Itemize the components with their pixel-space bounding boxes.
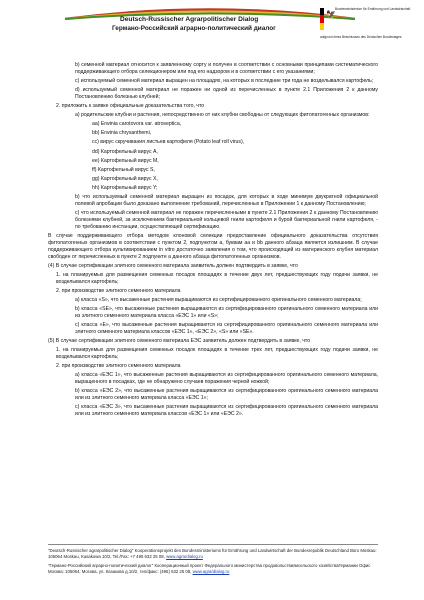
paragraph: c) класса «E», что высаженные растения выращиваются из сертифицированного оригинального семенного материала или элитного семенного материала классов «ЕЭС 1», «ЕЭС 2», «S» или «SE». xyxy=(75,322,378,335)
german-flag-icon xyxy=(320,8,324,30)
footer-de-text: "Deutsch-Russischer agrarpolitischer Dialog" Kooperationsprojekt des Bundesministeriums für Ernährung und Landwirtschaft der Bundesrepublik Deutschland Büro Moskau: 105064 Moskau, Kasakowa 10/2, Tel./Fax: +7 495 632 25 08, xyxy=(48,548,377,559)
paragraph: b) класса «ЕЭС 2», что высаженные растения выращиваются из сертифицированного оригинального семенного материала или из элитного семенного материала класса «ЕЭС 1»; xyxy=(75,388,378,402)
footer-de-link[interactable]: www.agrardialog.ru xyxy=(166,553,203,559)
paragraph: b) что используемый семенной материал выращен из посадок, для которых в ходе минимум двукратной официальной полевой апробации было доказано выполнение требований, перечисленных в Приложении 1 к данному Постановлению; xyxy=(75,194,378,207)
paragraph: 2. приложить к заявке официальные доказательства того, что xyxy=(56,103,205,110)
footer-ru xyxy=(48,563,378,574)
header-title-ru: Германо-Российский аграрно-политический диалог xyxy=(112,25,276,32)
paragraph: (4) В случае сертификации элитного семенного материала заявитель должен подтвердить в заявке, что xyxy=(48,262,298,269)
header-title-de: Deutsch-Russischer Agrarpolitischer Dialog xyxy=(120,16,259,23)
paragraph: b) семенной материал относится к заявленному сорту и получен в соответствии с основными принципами систематического поддерживающего отбора селекционером или под его надзором и в соответствии с его указаниями; xyxy=(75,62,378,75)
ministry-name: Bundesministerium für Ernährung und Landwirtschaft xyxy=(335,7,411,11)
paragraph: bb) Erwinia chrysanthemi, xyxy=(92,130,152,137)
paragraph: a) класса «ЕЭС 1», что высаженные растения выращиваются из сертифицированного оригинального семенного материала, выращенного в посадках, где не обнаружено случаев поражения черной ножкой; xyxy=(75,372,378,386)
paragraph: 1. на планируемых для размещения семенных посадок площадях в течение трех лет, предшествующих году подачи заявки, не возделывался картофель; xyxy=(56,347,378,361)
paragraph: ee) Картофельный вирус M, xyxy=(92,157,159,164)
footer-de xyxy=(48,548,378,559)
paragraph: a) родительские клубни и растения, непосредственно от них клубни свободны от следующих фитопатогенных организмов: xyxy=(75,112,370,119)
paragraph: c) класса «ЕЭС 3», что высаженные растения выращиваются из сертифицированного оригинального семенного материала или из элитного семенного материала классов «ЕЭС 1» или «ЕЭС 2». xyxy=(75,404,378,418)
paragraph: (5) В случае сертификации элитного семенного материала ЕЭС заявитель должен подтвердить в заявке, что xyxy=(48,338,311,345)
paragraph: hh) Картофельный вирус Y; xyxy=(92,184,158,191)
paragraph: 2. при производстве элитного семенного материала xyxy=(56,363,181,370)
paragraph: a) класса «S», что высаженные растения выращиваются из сертифицированного оригинального семенного материала; xyxy=(75,296,362,303)
paragraph: aa) Erwinia carotovora var. atroseptica, xyxy=(92,121,182,128)
paragraph: d) используемый семенной материал не поражен ни одной из перечисленных в пункте 2.1 Приложения 2 к данному Постановлению болезнью клубней; xyxy=(75,87,378,100)
paragraph: 1. на планируемых для размещения семенных посадок площадях в течение двух лет, предшествующих году подачи заявки, не возделывался картофель; xyxy=(56,271,378,285)
paragraph: cc) вирус скручивания листьев картофеля (Potato leaf roll virus), xyxy=(92,139,245,146)
page-header xyxy=(0,0,424,44)
paragraph: 2. при производстве элитного семенного материала xyxy=(56,287,181,294)
ministry-subtitle: aufgrund eines Beschlusses des Deutschen Bundestages xyxy=(320,35,402,39)
paragraph: ff) Картофельный вирус S, xyxy=(92,166,155,173)
paragraph: В случае поддерживающего отбора методом клоновой селекции предоставление официального доказательства отсутствия фитопатогенных организмов в соответствии с пунктом 2, подпунктом a, буквам aa и bb данного абзаца является излишним. В случае поддерживающего отбора культивированием in vitro достаточно заявления о том, что происходящий из материнского клубня материал свободен от перечисленных в пункте 2 подпункте a данного абзаца фитопатогенных организмов. xyxy=(48,232,378,260)
paragraph: c) что используемый семенной материал не поражен перечисленными в пункте 2.1 Приложения 2 к данному Постановлению болезнями клубней, за исключением бактериальной кольцевой гнили картофеля и бурой бактериальной гнили картофеля, - по требованию инстанции, осуществляющей сертификацию. xyxy=(75,210,378,230)
footer-ru-text: "Германо-Российский аграрно-политический диалог" Кооперационный проект Федерального министерства продовольствияисельского хозяйстваГермании Офис Москва: 105064, Москва, ул. Казакова д.10/2, тел/факс: (495) 632 25 08, xyxy=(48,563,371,574)
footer-divider xyxy=(48,544,378,545)
eagle-icon: 🦅 xyxy=(326,10,336,19)
paragraph: dd) Картофельный вирус A, xyxy=(92,148,158,155)
page-footer xyxy=(48,548,378,578)
footer-ru-link[interactable]: www.agrardialog.ru xyxy=(192,568,230,574)
document-body xyxy=(48,62,378,420)
paragraph: gg) Картофельный вирус X, xyxy=(92,175,158,182)
paragraph: c) используемый семенной материал выращен на площадях, на которых в последние три года не возделывался картофель; xyxy=(75,78,374,84)
paragraph: b) класса «SE», что высаженные растения выращиваются из сертифицированного оригинального семенного материала или из элитного семенного материала класса «ЕЭС 1» или «S»; xyxy=(75,306,378,319)
